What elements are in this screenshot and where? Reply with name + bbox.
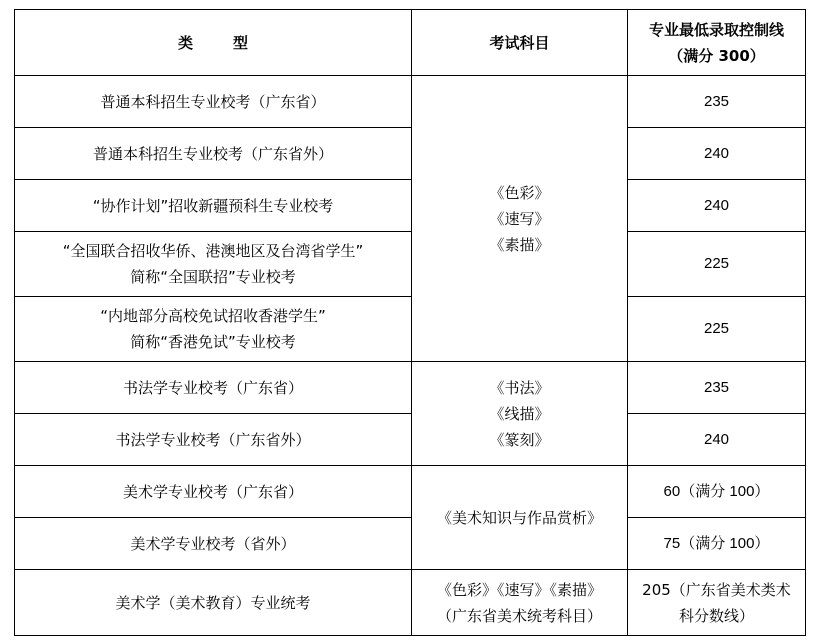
- subject-line: 《书法》: [489, 378, 550, 397]
- table-row: [15, 297, 806, 362]
- subject-cell-group-3: 《美术知识与作品赏析》: [412, 466, 628, 570]
- table-row: [15, 128, 806, 180]
- score-cell: 240: [628, 180, 806, 232]
- type-cell: “协作计划”招收新疆预科生专业校考: [15, 180, 412, 232]
- subject-line: 《篆刻》: [489, 430, 550, 449]
- score-cell: 240: [628, 414, 806, 466]
- type-cell: [15, 232, 412, 297]
- score-cell: [628, 570, 806, 636]
- table-row: [15, 76, 806, 128]
- type-line: 简称“香港免试”专业校考: [130, 333, 296, 351]
- score-cell: 235: [628, 362, 806, 414]
- header-type-char-1: 类: [177, 33, 193, 52]
- type-cell: 书法学专业校考（广东省外）: [15, 414, 412, 466]
- type-cell: 美术学专业校考（广东省）: [15, 466, 412, 518]
- type-cell: 美术学（美术教育）专业统考: [15, 570, 412, 636]
- table-row: [15, 466, 806, 518]
- subject-line: 《色彩》《速写》《素描》: [436, 580, 602, 599]
- type-cell: 普通本科招生专业校考（广东省）: [15, 76, 412, 128]
- type-cell: 普通本科招生专业校考（广东省外）: [15, 128, 412, 180]
- subject-cell-group-2: [412, 362, 628, 466]
- type-line: “内地部分高校免试招收香港学生”: [100, 307, 326, 325]
- score-cell: 225: [628, 232, 806, 297]
- admission-score-table: [14, 9, 806, 636]
- table-row: [15, 518, 806, 570]
- header-type: [15, 10, 412, 76]
- header-subject: 考试科目: [412, 10, 628, 76]
- type-cell: 书法学专业校考（广东省）: [15, 362, 412, 414]
- type-cell: 美术学专业校考（省外）: [15, 518, 412, 570]
- table-row: [15, 414, 806, 466]
- table-header-row: [15, 10, 806, 76]
- score-cell: 235: [628, 76, 806, 128]
- table-row: [15, 362, 806, 414]
- header-score: [628, 10, 806, 76]
- table-row: [15, 570, 806, 636]
- subject-cell-group-4: [412, 570, 628, 636]
- header-type-char-2: 型: [233, 33, 249, 52]
- type-line: “全国联合招收华侨、港澳地区及台湾省学生”: [62, 242, 364, 260]
- score-line: 科分数线）: [678, 606, 754, 625]
- score-cell: 240: [628, 128, 806, 180]
- type-line: 简称“全国联招”专业校考: [130, 268, 296, 286]
- score-cell: 225: [628, 297, 806, 362]
- subject-line: 《速写》: [489, 209, 550, 228]
- score-line: 205（广东省美术类术: [642, 580, 791, 599]
- subject-line: 《线描》: [489, 404, 550, 423]
- type-cell: [15, 297, 412, 362]
- subject-line: 《素描》: [489, 235, 550, 254]
- header-score-line-1: 专业最低录取控制线: [648, 20, 784, 39]
- subject-cell-group-1: [412, 76, 628, 362]
- score-cell: 60（满分 100）: [628, 466, 806, 518]
- score-cell: 75（满分 100）: [628, 518, 806, 570]
- subject-line: （广东省美术统考科目）: [436, 606, 602, 625]
- header-score-line-2: （满分 300）: [668, 46, 765, 65]
- table-row: [15, 180, 806, 232]
- subject-line: 《色彩》: [489, 183, 550, 202]
- table-row: [15, 232, 806, 297]
